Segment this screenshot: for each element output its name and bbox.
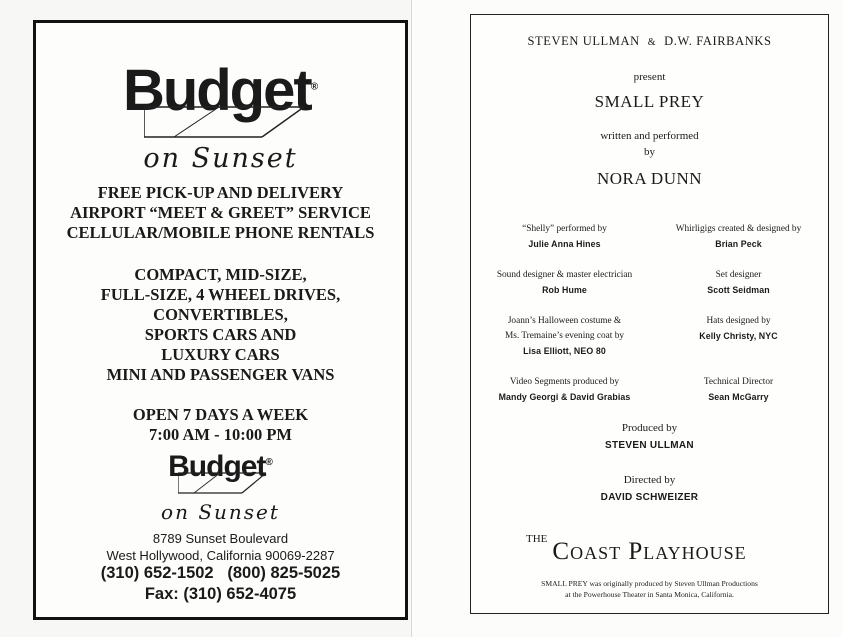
car-types-list	[36, 265, 405, 385]
hours-line: 7:00 AM - 10:00 PM	[149, 425, 292, 444]
produced-label: Produced by	[621, 422, 678, 434]
fax-number: Fax: (310) 652-4075	[144, 585, 297, 603]
footnote-line: at the Powerhouse Theater in Santa Monica, California.	[565, 590, 734, 599]
directed-name: DAVID SCHWEIZER	[600, 492, 699, 503]
written-line: written and performed	[600, 130, 699, 142]
phone-tollfree: (800) 825-5025	[227, 564, 341, 582]
credit-role-line: Ms. Tremaine’s evening coat by	[504, 331, 625, 341]
credit-role: Hats designed by	[706, 316, 771, 326]
brand-name: Budget	[168, 450, 266, 483]
service-item: FREE PICK-UP AND DELIVERY	[97, 183, 344, 202]
credit-name: Rob Hume	[542, 285, 587, 295]
credit-item	[477, 314, 652, 359]
car-type-item: FULL-SIZE, 4 WHEEL DRIVES,	[100, 285, 341, 304]
credit-role: Video Segments produced by	[509, 377, 620, 387]
phone-line	[36, 563, 405, 584]
credit-item	[477, 268, 652, 298]
ad-phone-numbers	[36, 563, 405, 605]
directed-by	[471, 472, 828, 506]
car-type-item: MINI AND PASSENGER VANS	[106, 365, 335, 384]
production-footnote	[471, 578, 828, 600]
credit-name: Lisa Elliott, NEO 80	[523, 346, 606, 356]
budget-wedge-logo-graphic-small	[178, 472, 266, 494]
right-page	[413, 0, 842, 637]
registered-mark: ®	[265, 457, 273, 468]
opening-hours	[36, 405, 405, 445]
address-city: West Hollywood, California 90069-2287	[106, 548, 335, 563]
credit-role: Set designer	[715, 270, 762, 280]
credit-name: Sean McGarry	[708, 392, 769, 402]
venue-the: THE	[526, 533, 548, 545]
produced-by	[471, 420, 828, 454]
services-list	[36, 183, 405, 243]
service-item: CELLULAR/MOBILE PHONE RENTALS	[66, 223, 375, 242]
ad-tagline: on Sunset	[143, 143, 298, 174]
registered-mark: ®	[310, 81, 319, 93]
car-type-item: SPORTS CARS AND	[144, 325, 297, 344]
budget-advertisement	[33, 20, 408, 620]
venue-name: Coast Playhouse	[552, 538, 747, 565]
program-credits	[470, 14, 829, 614]
car-type-item: LUXURY CARS	[161, 345, 280, 364]
credit-role: Technical Director	[703, 377, 774, 387]
credit-item	[651, 314, 826, 344]
credit-role-line: Joann’s Halloween costume &	[507, 316, 622, 326]
credit-name: Kelly Christy, NYC	[699, 331, 778, 341]
address-street: 8789 Sunset Boulevard	[152, 531, 289, 546]
credit-role: Whirligigs created & designed by	[675, 224, 802, 234]
brand-name: Budget	[122, 58, 311, 123]
credit-role: “Shelly” performed by	[522, 224, 607, 234]
directed-label: Directed by	[623, 474, 676, 486]
written-by-label	[471, 128, 828, 160]
credit-name: Mandy Georgi & David Grabias	[498, 392, 631, 402]
left-page	[0, 0, 412, 637]
ad-address	[36, 530, 405, 564]
by-line: by	[644, 146, 655, 158]
credit-item	[651, 375, 826, 405]
phone-local: (310) 652-1502	[100, 564, 214, 582]
producer-name: STEVEN ULLMAN	[527, 34, 640, 48]
producer-name: D.W. FAIRBANKS	[664, 34, 772, 48]
producers-line	[471, 34, 828, 49]
credit-name: Julie Anna Hines	[528, 239, 601, 249]
ad-tagline-small: on Sunset	[161, 500, 280, 524]
present-text: present	[633, 71, 666, 83]
star-name: NORA DUNN	[596, 169, 703, 188]
credit-name: Scott Seidman	[707, 285, 770, 295]
credit-role: Sound designer & master electrician	[496, 270, 633, 280]
credit-item	[651, 268, 826, 298]
credit-item	[477, 375, 652, 405]
footnote-line: SMALL PREY was originally produced by Steven Ullman Productions	[541, 579, 758, 588]
credit-item	[651, 222, 826, 252]
car-type-item: COMPACT, MID-SIZE,	[134, 265, 307, 284]
credit-name: Brian Peck	[715, 239, 762, 249]
budget-wedge-logo-graphic	[144, 105, 304, 139]
service-item: AIRPORT “MEET & GREET” SERVICE	[70, 203, 371, 222]
car-type-item: CONVERTIBLES,	[153, 305, 288, 324]
credit-item	[477, 222, 652, 252]
hours-line: OPEN 7 DAYS A WEEK	[132, 405, 309, 424]
show-title: SMALL PREY	[594, 92, 705, 111]
produced-name: STEVEN ULLMAN	[605, 440, 694, 451]
ampersand: &	[647, 37, 657, 48]
